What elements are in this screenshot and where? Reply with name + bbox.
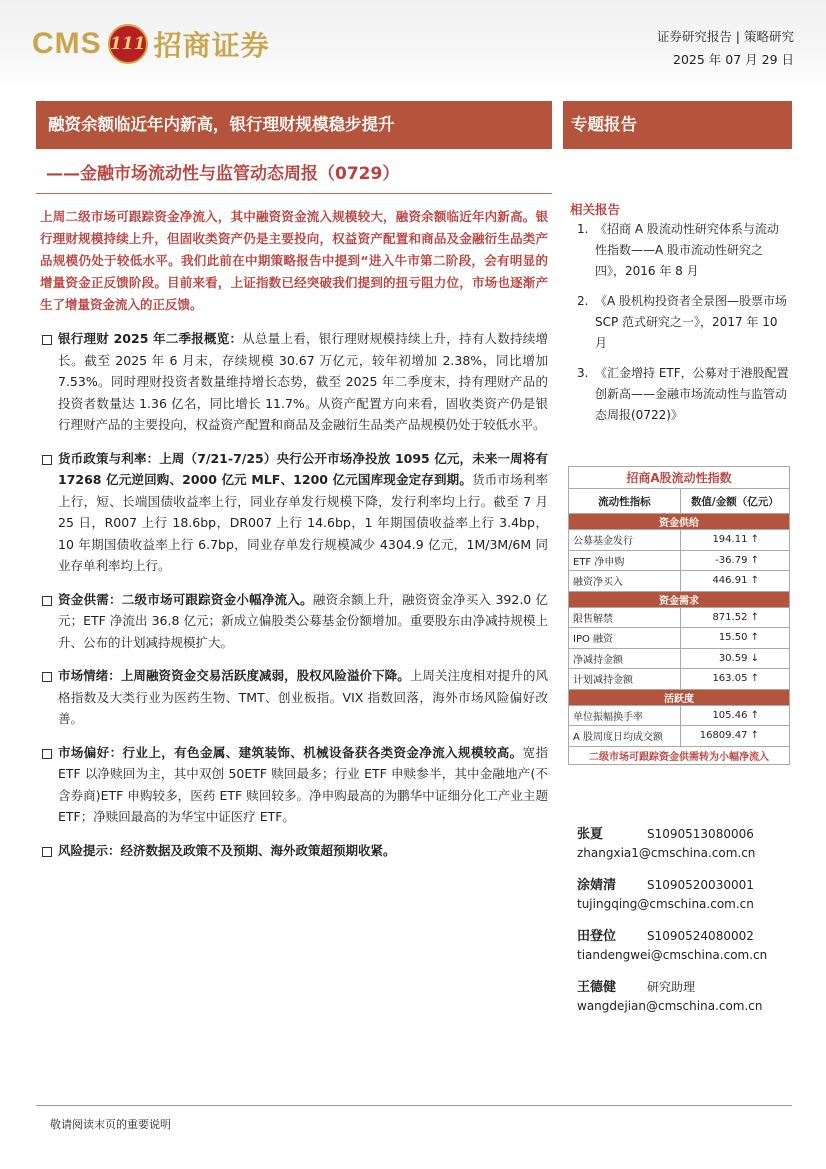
- column-tag: 专题报告: [563, 101, 792, 149]
- table-col-value: 数值/金额（亿元）: [680, 489, 789, 514]
- analyst-email: wangdejian@cmschina.com.cn: [577, 999, 763, 1013]
- table-row-label: ETF 净申购: [569, 550, 681, 571]
- bullet-heading: 市场偏好：: [58, 744, 123, 760]
- header-meta: [657, 25, 794, 71]
- table-row-label: 限售解禁: [569, 607, 681, 628]
- logo-chinese: 招商证券: [153, 29, 270, 62]
- bullet-body: 从总量上看，银行理财规模持续上升，持有人数持续增长。截至 2025 年 6 月末，存续规模 30.67 万亿元，较年初增加 2.38%，同比增加 7.53%。同时理财投资者数量维持增长态势，截至 2025 年二季度末，持有理财产品的投资者数量达 1.36 亿名，同比增长 11.7%。从资产配置方向来看，固收类资产仍是银行理财产品的主要投向，权益资产配置和商品及金融衍生品类产品规模仍处于较低水平。: [58, 331, 548, 432]
- company-logo: [32, 22, 270, 66]
- report-type: 证券研究报告 | 策略研究: [656, 29, 794, 44]
- bullet-item: [40, 742, 548, 828]
- analyst-entry: [577, 927, 792, 964]
- bullet-body: 上周关注度相对提升的风格指数及大类行业为医药生物、TMT、创业板指。VIX 指数回落，海外市场风险偏好改善。: [58, 668, 548, 726]
- table-row-value: 30.59 ↓: [680, 648, 789, 669]
- table-row-value: -36.79 ↑: [680, 550, 789, 571]
- liquidity-index-table: [568, 466, 790, 765]
- table-row: [569, 607, 790, 628]
- analyst-line: [577, 927, 792, 946]
- related-report-text: 《汇金增持 ETF，公募对于港股配置创新高——金融市场流动性与监管动态周报(0722)》: [595, 366, 789, 422]
- logo-badge-icon: 111: [108, 24, 148, 64]
- related-report-text: 《招商 A 股流动性研究体系与流动性指数——A 股市流动性研究之四》，2016 年 8 月: [595, 222, 779, 278]
- analyst-name: 涂婧清: [577, 878, 617, 893]
- table-header-row: [569, 489, 790, 514]
- bullet-heading: 市场情绪：: [58, 668, 121, 683]
- table-row: [569, 530, 790, 551]
- table-row-value: 16809.47 ↑: [680, 726, 789, 747]
- table-row: [569, 669, 790, 690]
- table-row-label: 计划减持金额: [569, 669, 681, 690]
- footer-note: 敬请阅读末页的重要说明: [50, 1118, 171, 1131]
- analyst-entry: [577, 825, 792, 862]
- related-reports-title: 相关报告: [570, 202, 621, 217]
- table-row-label: 净减持金额: [569, 648, 681, 669]
- table-col-name: 流动性指标: [569, 489, 681, 514]
- report-subtitle: ——金融市场流动性与监管动态周报（0729）: [46, 164, 400, 184]
- bullet-heading: 货币政策与利率：: [58, 450, 160, 466]
- divider: [36, 193, 552, 194]
- table-section-label: 资金需求: [569, 591, 790, 607]
- table-row: [569, 726, 790, 747]
- table-row-label: 融资净买入: [569, 571, 681, 592]
- table-row-value: 105.46 ↑: [680, 705, 789, 726]
- bullet-highlight: 上周融资资金交易活跃度减弱，股权风险溢价下降。: [120, 668, 410, 683]
- analyst-email: tujingqing@cmschina.com.cn: [577, 897, 754, 911]
- bullet-highlight: 二级市场可跟踪资金小幅净流入。: [121, 591, 313, 607]
- analyst-id: S1090513080006: [647, 827, 754, 841]
- table-row-value: 163.05 ↑: [680, 669, 789, 690]
- table-row: [569, 628, 790, 649]
- bullet-highlight: 上周（7/21-7/25）央行公开市场净投放 1095 亿元，未来一周将有 17268 亿元逆回购、2000 亿元 MLF、1200 亿元国库现金定存到期。: [58, 450, 548, 487]
- bullet-item: [40, 840, 548, 862]
- table-row-value: 871.52 ↑: [680, 607, 789, 628]
- analyst-name: 田登位: [577, 929, 617, 944]
- table-row-value: 446.91 ↑: [680, 571, 789, 592]
- table-row-label: 单位振幅换手率: [569, 705, 681, 726]
- table-row-label: IPO 融资: [569, 628, 681, 649]
- related-report-item: [577, 363, 789, 426]
- analyst-line: [577, 876, 792, 895]
- bullet-item: [40, 589, 548, 654]
- analyst-email: tiandengwei@cmschina.com.cn: [577, 948, 768, 962]
- analyst-name: 王德健: [577, 980, 617, 995]
- analyst-name: 张夏: [577, 827, 604, 842]
- table-section-label: 活跃度: [569, 689, 790, 705]
- analyst-entry: [577, 978, 792, 1015]
- bullet-body: 货币市场利率上行，短、长端国债收益率上行，同业存单发行规模下降，发行利率均上行。截至 7 月 25 日，R007 上行 18.6bp，DR007 上行 14.6bp，1 年期国债收益率上行 3.4bp，10 年期国债收益率上行 6.7bp，同业存单发行规模减少 4304.9 亿元，1M/3M/6M 同业存单利率均上行。: [58, 472, 548, 573]
- bullet-highlight: 行业上，有色金属、建筑装饰、机械设备获各类资金净流入规模较高。: [122, 744, 523, 760]
- table-section-row: [569, 689, 790, 705]
- analyst-line: [577, 978, 792, 997]
- bullet-highlight: 经济数据及政策不及预期、海外政策超预期收紧。: [120, 842, 396, 858]
- analyst-email: zhangxia1@cmschina.com.cn: [577, 846, 756, 860]
- related-report-number: 3.: [577, 366, 589, 380]
- bullet-body: 融资余额上升，融资资金净买入 392.0 亿元；ETF 净流出 36.8 亿元；新成立偏股类公募基金份额增加。重要股东由净减持规模上升、公布的计划减持规模扩大。: [58, 591, 548, 650]
- related-report-number: 2.: [577, 294, 589, 308]
- bullet-item: [40, 448, 548, 577]
- table-row: [569, 571, 790, 592]
- report-title: 融资余额临近年内新高，银行理财规模稳步提升: [36, 101, 552, 149]
- bullet-heading: 银行理财 2025 年二季报概览：: [58, 331, 243, 346]
- table-section-label: 资金供给: [569, 514, 790, 530]
- analyst-entry: [577, 876, 792, 913]
- bullet-heading: 风险提示：: [58, 842, 121, 858]
- table-row: [569, 705, 790, 726]
- related-report-number: 1.: [577, 222, 589, 236]
- table-section-row: [569, 591, 790, 607]
- analyst-id: S1090524080002: [647, 929, 754, 943]
- main-content: [40, 206, 548, 861]
- related-report-item: [577, 219, 789, 282]
- table-title: 招商A股流动性指数: [569, 467, 790, 489]
- analyst-id: 研究助理: [647, 980, 696, 994]
- report-date: 2025 年 07 月 29 日: [673, 52, 794, 67]
- table-section-row: [569, 514, 790, 530]
- table-row-label: 公募基金发行: [569, 530, 681, 551]
- table-footer-row: [569, 746, 790, 764]
- bullet-item: [40, 328, 548, 436]
- bullet-item: [40, 665, 548, 730]
- footer-divider: [36, 1105, 792, 1106]
- related-report-item: [577, 291, 789, 354]
- table-footer-note: 二级市场可跟踪资金供需转为小幅净流入: [569, 746, 790, 764]
- logo-latin: CMS: [32, 27, 102, 60]
- summary-paragraph: 上周二级市场可跟踪资金净流入，其中融资资金流入规模较大，融资余额临近年内新高。银行理财规模持续上升，但固收类资产仍是主要投向，权益资产配置和商品及金融衍生品类产品规模仍处于较低水平。我们此前在中期策略报告中提到“进入牛市第二阶段，会有明显的增量资金正反馈阶段。目前来看，上证指数已经突破我们提到的扭亏阻力位，市场也逐渐产生了增量资金流入的正反馈。: [40, 209, 548, 312]
- table-row: [569, 648, 790, 669]
- table-row-value: 194.11 ↑: [680, 530, 789, 551]
- table-row-value: 15.50 ↑: [680, 628, 789, 649]
- analyst-list: [577, 825, 792, 1029]
- related-reports-list: [577, 219, 789, 435]
- table-row: [569, 550, 790, 571]
- analyst-line: [577, 825, 792, 844]
- bullet-heading: 资金供需：: [58, 591, 122, 607]
- related-report-text: 《A 股机构投资者全景图—股票市场 SCP 范式研究之一》，2017 年 10 月: [595, 294, 788, 350]
- bullet-body: 宽指 ETF 以净赎回为主，其中双创 50ETF 赎回最多；行业 ETF 申赎参半，其中金融地产(不含券商)ETF 申购较多，医药 ETF 赎回较多。净申购最高的为鹏华中证细分化工产业主题 ETF；净赎回最高的为华宝中证医疗 ETF。: [58, 744, 548, 824]
- analyst-id: S1090520030001: [647, 878, 754, 892]
- table-row-label: A 股周度日均成交额: [569, 726, 681, 747]
- bullet-list: [40, 328, 548, 861]
